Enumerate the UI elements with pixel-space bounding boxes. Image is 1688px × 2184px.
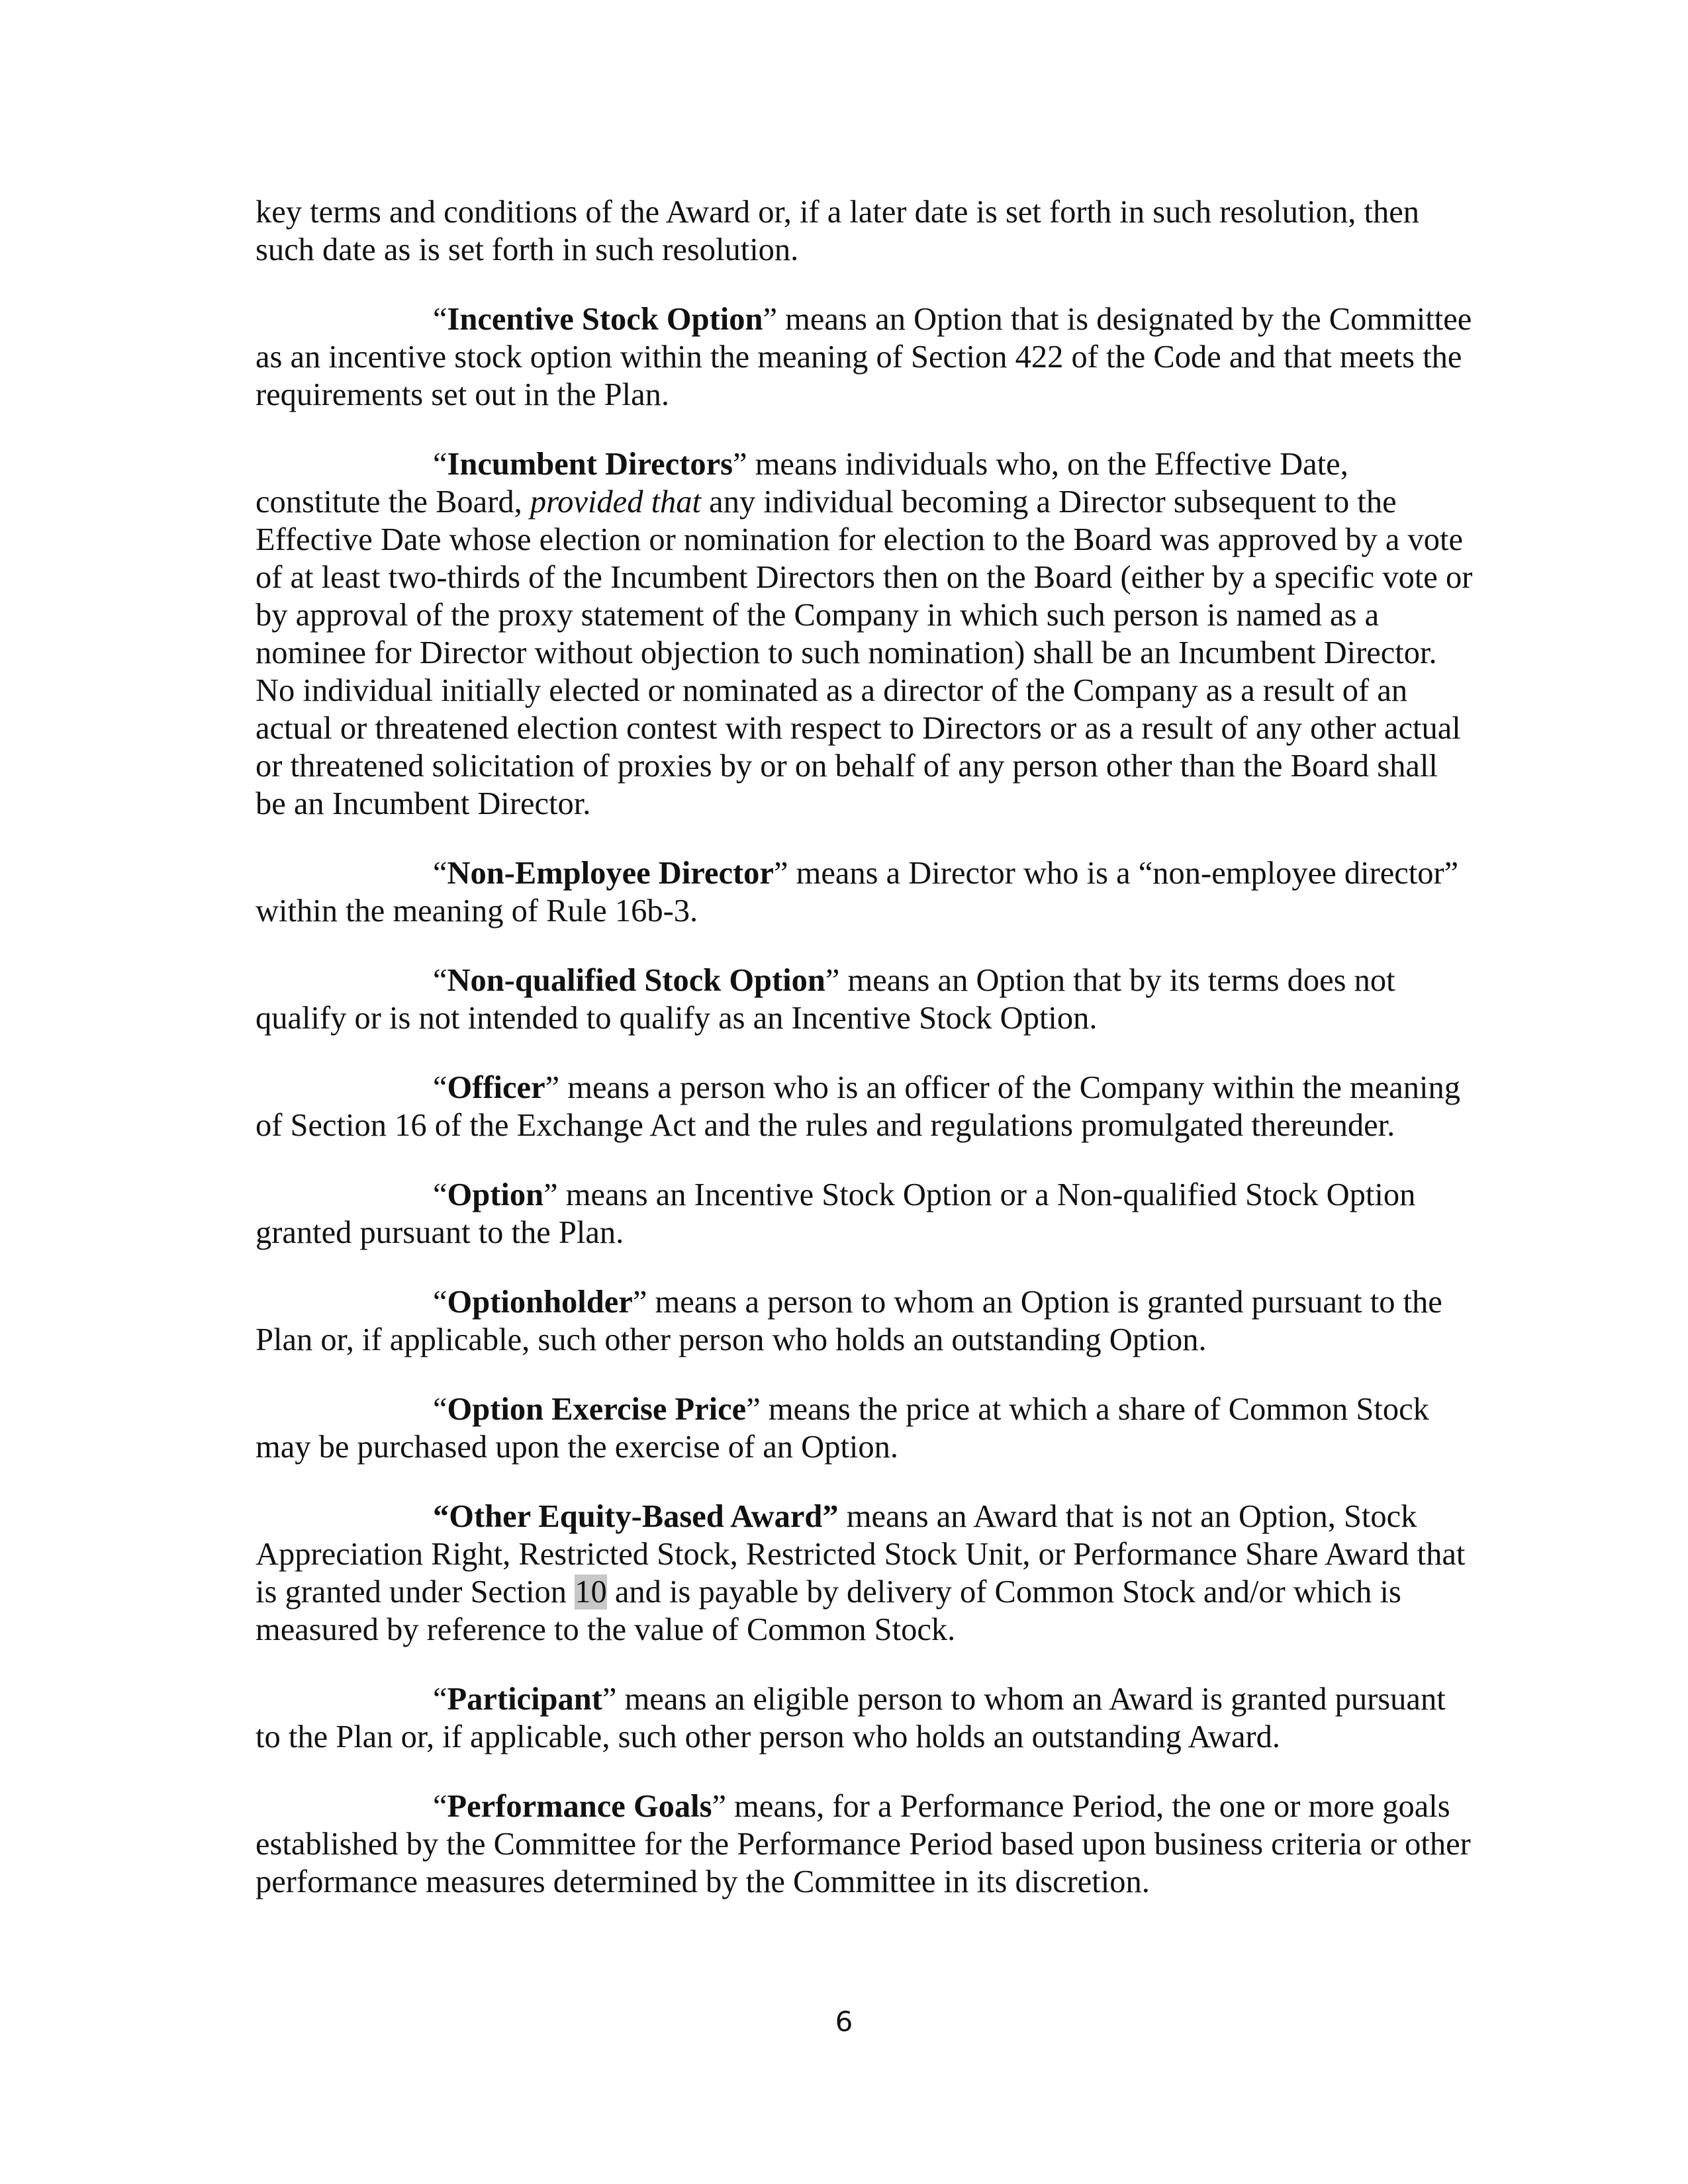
defined-term: Option [447,1177,544,1212]
close-quote: ” [773,856,788,891]
definition-option [256,1176,1474,1251]
definition-text: means an Incentive Stock Option or a Non-qualified Stock Option granted pursuant to the Plan. [256,1177,1416,1250]
definition-non-employee-director [256,854,1474,930]
open-quote: “ [433,1682,447,1717]
paragraph-continuation: key terms and conditions of the Award or, if a later date is set forth in such resolution, then such date as is set forth in such resolution. [256,195,1420,267]
definition-non-qualified-stock-option [256,962,1474,1037]
defined-term: Participant [447,1682,602,1717]
italic-phrase: provided that [530,484,702,520]
definition-text: means a person to whom an Option is granted pursuant to the Plan or, if applicable, such other person who holds an outstanding Option. [256,1285,1442,1357]
open-quote: “ [433,1070,447,1105]
defined-term: Performance Goals [447,1789,712,1824]
defined-term: Incentive Stock Option [447,302,763,337]
close-quote: ” [632,1285,647,1320]
close-quote: ” [545,1070,560,1105]
close-quote: ” [712,1789,727,1824]
close-quote: ” [543,1177,558,1212]
definition-incentive-stock-option [256,300,1474,414]
open-quote: “ [433,963,447,998]
open-quote: “ [433,1177,447,1212]
definition-text: means an Option that is designated by the Committee as an incentive stock option within the meaning of Section 422 of the Code and that meets the requirements set out in the Plan. [256,302,1472,412]
definition-text: means a Director who is a “non-employee director” within the meaning of Rule 16b-3. [256,856,1459,929]
page-number: 6 [835,2005,853,2038]
definition-text-continued: and is payable by delivery of Common Stock and/or which is measured by reference to the value of Common Stock. [256,1574,1401,1647]
definition-option-exercise-price [256,1390,1474,1466]
open-quote: “ [433,856,447,891]
defined-term: Non-qualified Stock Option [447,963,825,998]
defined-term: Officer [447,1070,545,1105]
definition-text: means the price at which a share of Common Stock may be purchased upon the exercise of an Option. [256,1392,1429,1465]
defined-term: Option Exercise Price [447,1392,747,1427]
definition-text-continued: any individual becoming a Director subsequent to the Effective Date whose election or nomination for election to the Board was approved by a vote of at least two-thirds of the Incumbent Directors then on the Board (either by a specific vote or by approval of the proxy statement of the Company in which such person is named as a nominee for Director without objection to such nomination) shall be an Incumbent Director. No individual initially elected or nominated as a director of the Company as a result of an actual or threatened election contest with respect to Directors or as a result of any other actual or threatened solicitation of proxies by or on behalf of any person other than the Board shall be an Incumbent Director. [256,484,1473,821]
definition-text: means an Award that is not an Option, Stock Appreciation Right, Restricted Stock, Restricted Stock Unit, or Performance Share Award that is granted under Section [256,1499,1466,1610]
definition-optionholder [256,1283,1474,1359]
defined-term: Incumbent Directors [447,447,733,482]
close-quote: ” [825,963,840,998]
definition-text: means a person who is an officer of the Company within the meaning of Section 16 of the Exchange Act and the rules and regulations promulgated thereunder. [256,1070,1460,1143]
defined-term: Optionholder [447,1285,633,1320]
defined-term: Non-Employee Director [447,856,774,891]
document-body [256,193,1474,1933]
close-quote: ” [746,1392,761,1427]
close-quote: ” [733,447,747,482]
close-quote: ” [763,302,778,337]
open-quote: “ [433,1499,449,1534]
close-quote: ” [822,1499,839,1534]
definition-performance-goals [256,1788,1474,1901]
close-quote: ” [602,1682,617,1717]
definition-text: means individuals who, on the Effective Date, constitute the Board, [256,447,1348,520]
open-quote: “ [433,1285,447,1320]
highlighted-section-reference: 10 [575,1574,607,1610]
defined-term: Other Equity-Based Award [449,1499,823,1534]
definition-text: means an eligible person to whom an Award is granted pursuant to the Plan or, if applicable, such other person who holds an outstanding Award. [256,1682,1446,1754]
definition-other-equity-based-award [256,1498,1474,1649]
definition-text: means, for a Performance Period, the one or more goals established by the Committee for the Performance Period based upon business criteria or other performance measures determined by the Committee in its discretion. [256,1789,1471,1899]
definition-text: means an Option that by its terms does not qualify or is not intended to qualify as an Incentive Stock Option. [256,963,1395,1036]
open-quote: “ [433,1392,447,1427]
open-quote: “ [433,302,447,337]
definition-officer [256,1069,1474,1144]
open-quote: “ [433,1789,447,1824]
open-quote: “ [433,447,447,482]
definition-participant [256,1680,1474,1756]
definition-incumbent-directors [256,445,1474,823]
